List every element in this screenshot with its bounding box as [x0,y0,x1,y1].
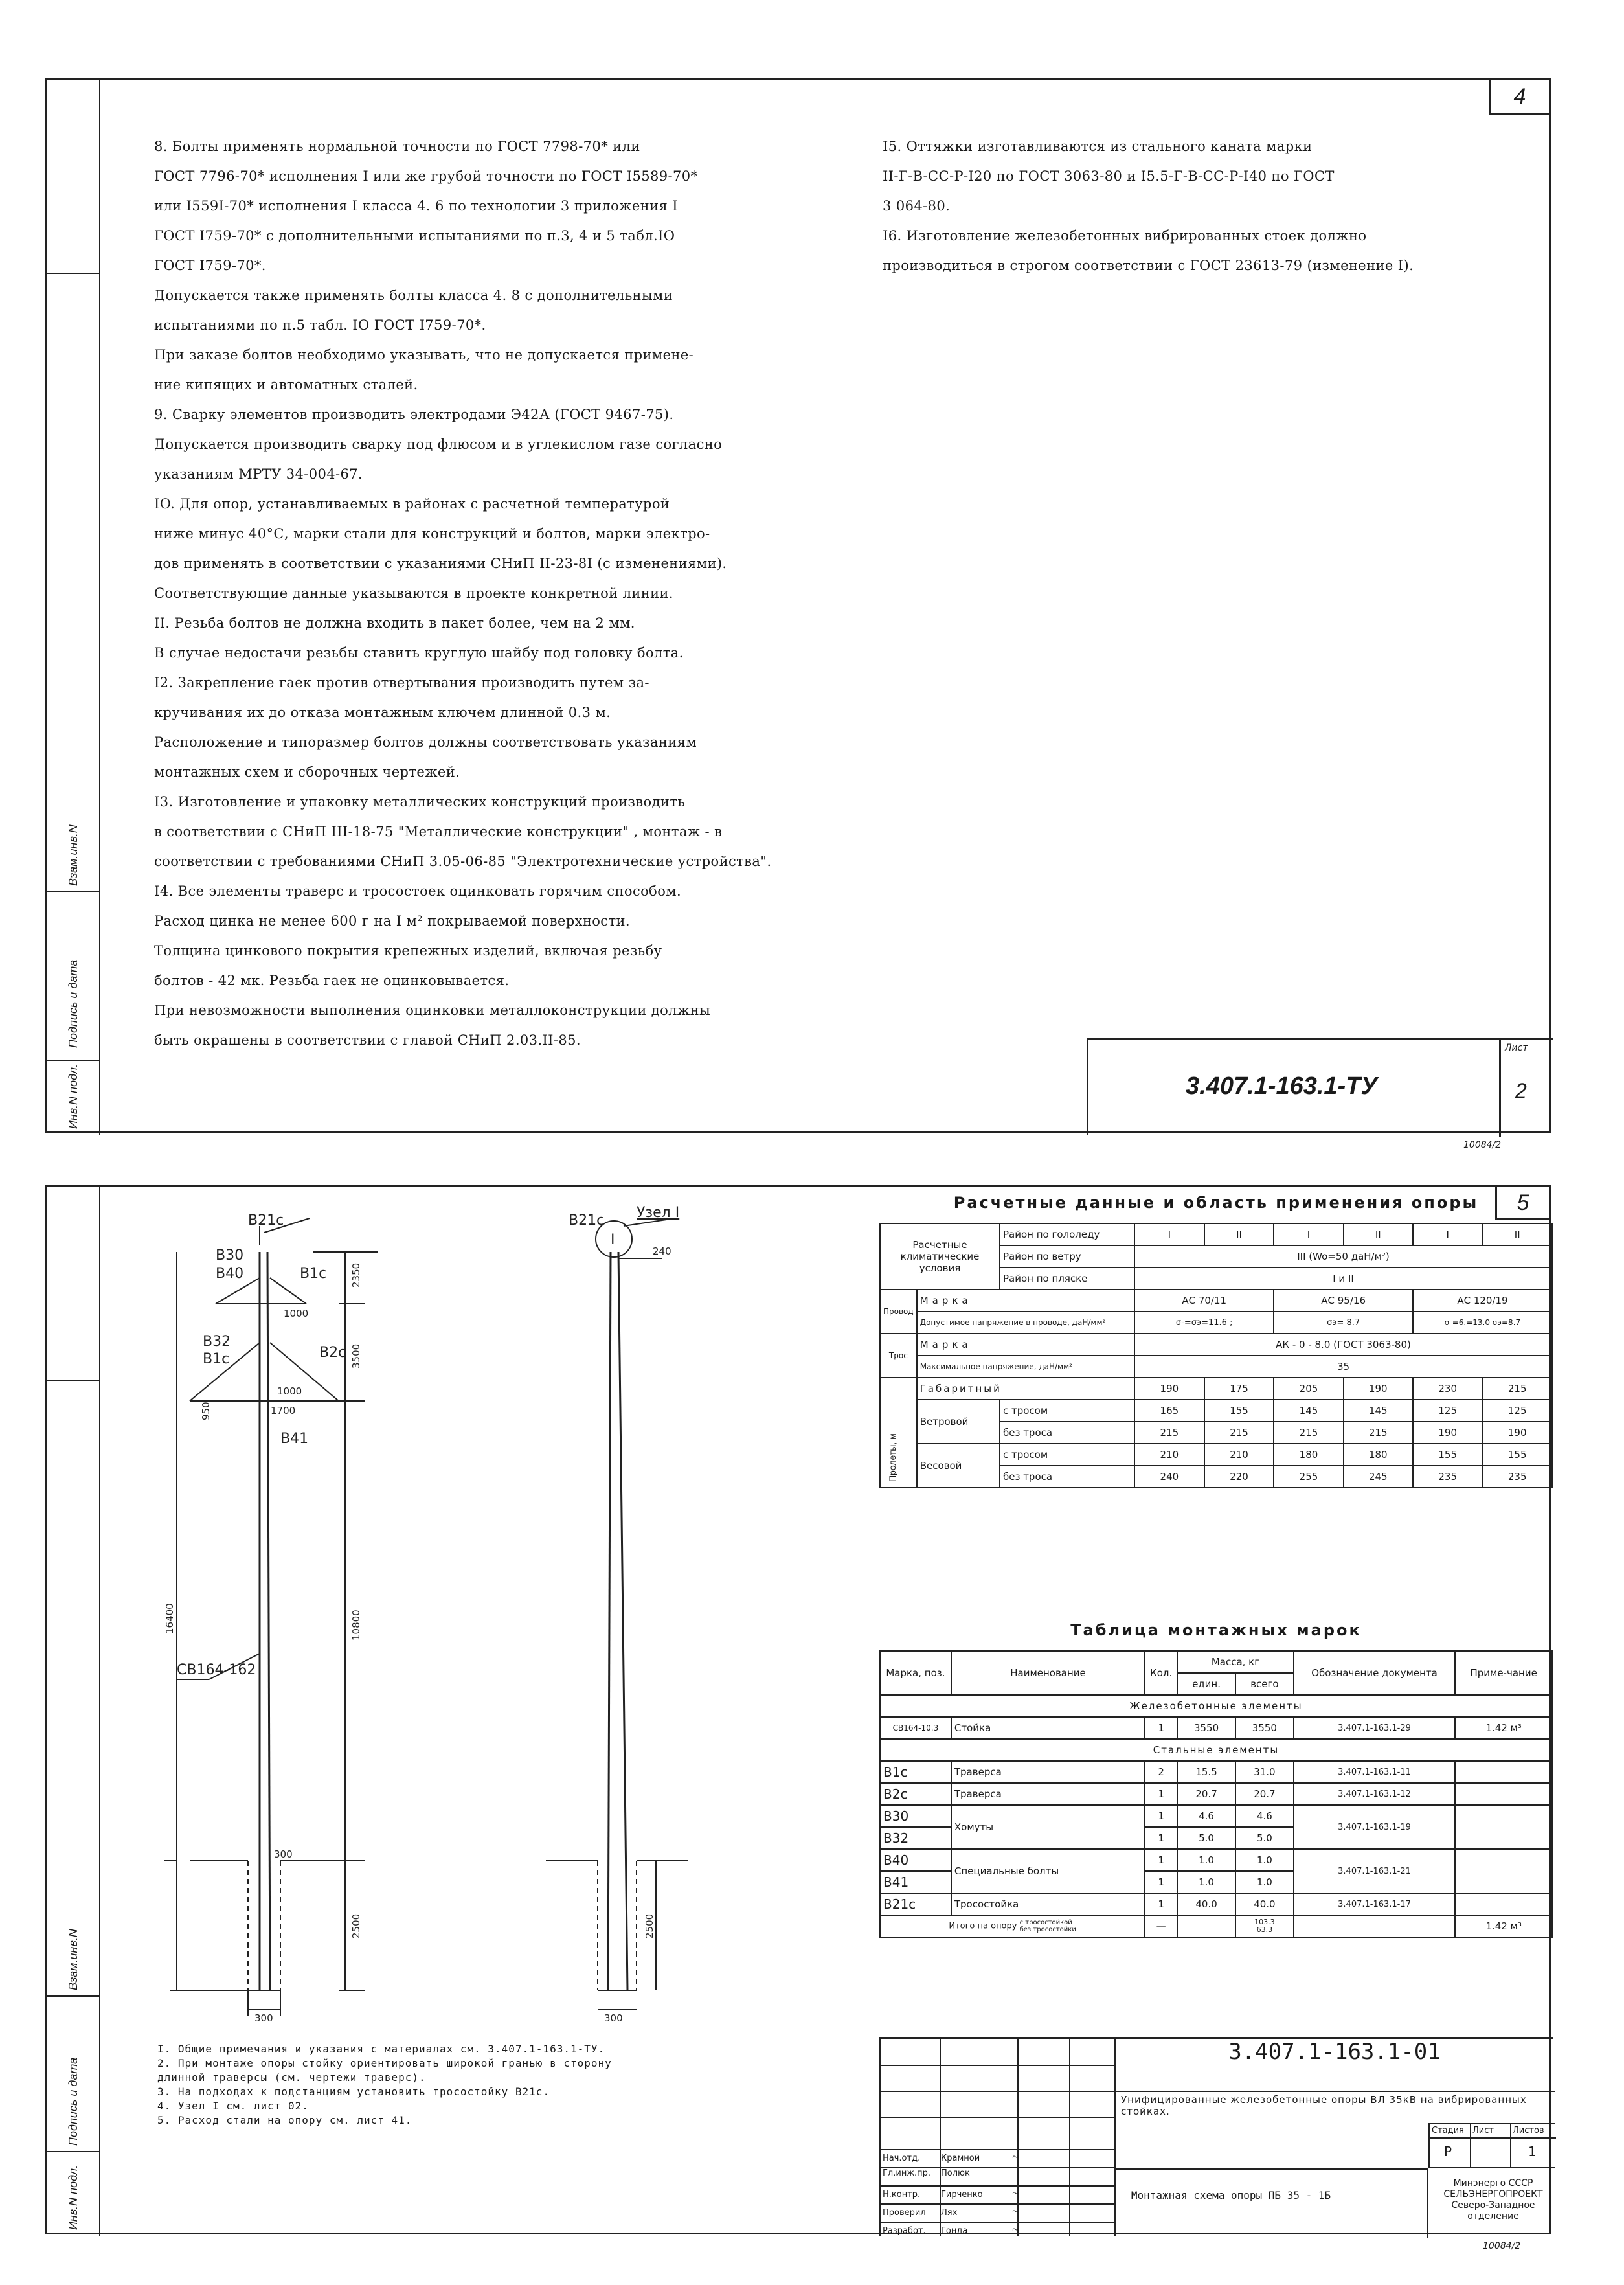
gabarit-value: 175 [1204,1378,1274,1400]
dim-2500-side: 2500 [644,1913,655,1938]
top-sheet [45,78,1551,1133]
label-node-marker: I [611,1232,615,1248]
label-post: СВ164-162 [177,1662,256,1678]
weight-without-value: 220 [1204,1466,1274,1488]
wind-value: III (Wo=50 даН/м²) [1134,1245,1552,1268]
wire-stress-label: Допустимое напряжение в проводе, даН/мм² [917,1312,1134,1334]
section-rc: Железобетонные элементы [880,1695,1552,1717]
wind-label: Район по ветру [1000,1245,1134,1268]
cell-qty: 1 [1145,1805,1177,1827]
wind-with-value: 125 [1482,1400,1552,1422]
strip-cell-sign [47,892,99,1061]
dance-value: I и II [1134,1268,1552,1290]
wind-with-value: 145 [1344,1400,1413,1422]
strip-cell-inv [47,782,99,892]
label-b21c-side: В21с [569,1212,605,1229]
signer-role: Н.контр. [883,2190,921,2200]
note-paragraph: I5. Оттяжки изготавливаются из стального каната марки II-Г-В-СС-Р-I20 по ГОСТ 3063-80 и I5.5-Г-В-СС-Р-I40 по ГОСТ 3 064-80. [883,139,1335,214]
grid-row [881,2065,1114,2066]
table-row [880,1849,1552,1871]
strip-cell-orig [47,2152,99,2236]
notes-right-column [883,131,1530,280]
strip-label: Инв.N подл. [67,2165,80,2230]
cell-unit: 5.0 [1177,1827,1235,1849]
cell-qty: 1 [1145,1783,1177,1805]
wind-without-value: 215 [1134,1422,1204,1444]
th-mass: Масса, кг [1177,1651,1294,1673]
signer-row [881,2203,1114,2222]
cell-name: Траверса [951,1761,1145,1783]
note-paragraph: II. Резьба болтов не должна входить в пакет более, чем на 2 мм. В случае недостачи резьбы ставить круглую шайбу под головку болта. [154,615,684,661]
strip-label: Взам.инв.N [67,824,80,886]
weight-without-value: 240 [1134,1466,1204,1488]
cell-name: Траверса [951,1783,1145,1805]
table-total-row [880,1915,1552,1937]
org-name: Минэнерго СССР СЕЛЬЭНЕРГОПРОЕКТ Северо-Западное отделение [1443,2178,1543,2222]
wind-without-value: 215 [1204,1422,1274,1444]
dim-300-side: 300 [604,2012,623,2024]
cable-stress-label: Максимальное напряжение, даН/мм² [917,1356,1134,1378]
document-code: 3.407.1-163.1-ТУ [1186,1073,1378,1100]
signer-role: Разработ. [883,2226,926,2236]
cell-note [1455,1783,1552,1805]
wire-label: Провод [880,1290,917,1334]
spans-label [880,1378,917,1488]
signature: ~ [1012,2223,1019,2236]
wind-with-value: 155 [1204,1400,1274,1422]
signer-role: Проверил [883,2208,926,2218]
dance-label: Район по пляске [1000,1268,1134,1290]
dim-1700: 1700 [271,1405,296,1416]
cell-qty: 1 [1145,1893,1177,1915]
cable-label: Трос [880,1334,917,1378]
pole-side-drawing [507,1205,766,2024]
strip-label: Подпись и дата [67,959,80,1048]
wind-without-value: 190 [1413,1422,1482,1444]
dim-300: 300 [254,2012,273,2024]
page-number: 5 [1495,1187,1549,1220]
side-strip [47,80,100,1135]
strip-label: Инв.N подл. [67,1063,80,1129]
signature: ~ [1012,2150,1019,2163]
dim-3500: 3500 [350,1343,362,1369]
wind-with-value: 125 [1413,1400,1482,1422]
grid-row [881,2091,1114,2092]
total-unit [1177,1915,1235,1937]
side-strip [47,1187,100,2236]
ice-value: II [1482,1223,1552,1245]
th-total: всего [1235,1673,1294,1695]
cell-total: 1.0 [1235,1871,1294,1893]
note-paragraph: При заказе болтов необходимо указывать, что не допускается примене- ние кипящих и автоматных сталей. [154,347,694,392]
sheets-value: 1 [1528,2144,1537,2159]
cable-stress: 35 [1134,1356,1552,1378]
weight-with-value: 210 [1204,1444,1274,1466]
spans-label-text: Пролеты, м [887,1433,897,1482]
page-number: 4 [1489,80,1549,115]
without-cable-label: без троса [1000,1422,1134,1444]
total-mass-cell [1235,1915,1294,1937]
grid-row [881,2117,1114,2118]
cell-qty: 1 [1145,1849,1177,1871]
cell-mark: В41 [880,1871,951,1893]
cell-unit: 40.0 [1177,1893,1235,1915]
cell-unit: 20.7 [1177,1783,1235,1805]
note-paragraph: Расположение и типоразмер болтов должны соответствовать указаниям монтажных схем и сборочных чертежей. [154,734,697,780]
cell-mark: В1с [880,1761,951,1783]
wind-without-value: 215 [1344,1422,1413,1444]
strip-cell-top [47,1187,99,1381]
stamp-sheet-cell [1499,1040,1553,1137]
wind-with-value: 165 [1134,1400,1204,1422]
label-b1c-top: В1с [300,1266,327,1282]
document-stamp [1087,1038,1553,1135]
dim-16400: 16400 [164,1603,175,1634]
with-cable-label: с тросом [1000,1444,1134,1466]
total-qty: — [1145,1915,1177,1937]
drawing-name-cell [1114,2168,1428,2238]
climate-label: Расчетные климатические условия [880,1223,1000,1290]
cell-doc: 3.407.1-163.1-29 [1294,1717,1455,1739]
weight-with-value: 210 [1134,1444,1204,1466]
section-steel: Стальные элементы [880,1739,1552,1761]
title-block [879,2037,1553,2236]
cell-total: 20.7 [1235,1783,1294,1805]
stage-grid [1428,2123,1555,2168]
drawing-name: Монтажная схема опоры ПБ 35 - 1Б [1131,2189,1331,2201]
table-row [880,1761,1552,1783]
note-paragraph: I6. Изготовление железобетонных вибрированных стоек должно производиться в строгом соответствии с ГОСТ 23613-79 (изменение I). [883,228,1414,273]
ice-label: Район по гололеду [1000,1223,1134,1245]
table-row [880,1783,1552,1805]
signer-role: Гл.инж.пр. [883,2168,931,2178]
gabarit-value: 230 [1413,1378,1482,1400]
weight-with-value: 180 [1344,1444,1413,1466]
cell-mark: СВ164-10.3 [880,1717,951,1739]
total-without-label: без тросостойки [1019,1926,1076,1933]
signer-role: Нач.отд. [883,2154,921,2163]
signature: ~ [1012,2187,1019,2200]
wind-with-value: 145 [1274,1400,1343,1422]
cable-mark: АК - 0 - 8.0 (ГОСТ 3063-80) [1134,1334,1552,1356]
with-cable-label: с тросом [1000,1400,1134,1422]
note-paragraph: При невозможности выполнения оцинковки металлоконструкции должны быть окрашены в соответствии с главой СНиП 2.03.II-85. [154,1003,711,1048]
cell-total: 5.0 [1235,1827,1294,1849]
note-paragraph: I4. Все элементы траверс и тросостоек оцинковать горячим способом. Расход цинка не менее 600 г на I м² покрываемой поверхности. [154,883,682,929]
without-cable-label: без троса [1000,1466,1134,1488]
signature: ~ [1012,2205,1019,2218]
cell-note [1455,1893,1552,1915]
stamp-sheet-label: Лист [1505,1043,1528,1053]
note-paragraph: IO. Для опор, устанавливаемых в районах с расчетной температурой ниже минус 40°С, марки стали для конструкций и болтов, марки электро- дов применять в соответствии с указаниями СНиП II-23-8I (с изменениями). Соответствующие данные указываются в проекте конкретной линии. [154,496,727,601]
dim-2350: 2350 [350,1262,362,1288]
weight-with-value: 155 [1413,1444,1482,1466]
total-mass-with: 103.3 [1254,1918,1275,1926]
dim-135: 300 [274,1848,293,1860]
cell-total: 1.0 [1235,1849,1294,1871]
pole-front-drawing [151,1213,488,2023]
label-b21c: В21с [248,1212,284,1229]
stage-value: Р [1444,2144,1452,2159]
stage-label: Стадия [1432,2126,1464,2135]
th-name: Наименование [951,1651,1145,1695]
strip-label: Взам.инв.N [67,1929,80,1990]
signer-row [881,2167,1114,2185]
cell-doc: 3.407.1-163.1-12 [1294,1783,1455,1805]
archive-number: 10084/2 [1483,2241,1521,2251]
signer-row [881,2149,1114,2167]
ice-value: I [1134,1223,1204,1245]
signer-name: Крамной [941,2154,980,2163]
signer-name: Полюк [941,2168,970,2178]
drawing-notes [157,2042,902,2128]
cell-name: Специальные болты [951,1849,1145,1893]
cell-total: 31.0 [1235,1761,1294,1783]
th-note: Приме-чание [1455,1651,1552,1695]
note-paragraph: 8. Болты применять нормальной точности по ГОСТ 7798-70* или ГОСТ 7796-70* исполнения I или же грубой точности по ГОСТ I5589-70* или I559I-70* исполнения I класса 4. 6 по технологии 3 приложения I ГОСТ I759-70* с дополнительными испытаниями по п.3, 4 и 5 табл.IO ГОСТ I759-70*. [154,139,698,273]
wind-without-value: 190 [1482,1422,1552,1444]
bottom-sheet [45,1185,1551,2234]
strip-cell-inv [47,1887,99,1997]
cell-doc: 3.407.1-163.1-21 [1294,1849,1455,1893]
signer-row [881,2185,1114,2203]
note-paragraph: I3. Изготовление и упаковку металлических конструкций производить в соответствии с СНиП III-18-75 "Металлические конструкции" , монтаж - в соответствии с требованиями СНиП 3.05-06-85 "Электротехнические устройства". [154,794,772,869]
strip-label: Подпись и дата [67,2057,80,2146]
cell-note [1455,1805,1552,1849]
signer-name: Гонда [941,2226,968,2236]
signer-row [881,2222,1114,2240]
dim-2500: 2500 [350,1913,362,1938]
stage-divider [1510,2124,1511,2168]
gabarit-value: 190 [1134,1378,1204,1400]
ice-value: I [1413,1223,1482,1245]
signer-name: Гирченко [941,2190,983,2200]
weight-without-value: 235 [1482,1466,1552,1488]
dim-240: 240 [653,1245,671,1257]
weight-span-label: Весовой [917,1444,1000,1488]
drawing-note: I. Общие примечания и указания с материалах см. 3.407.1-163.1-ТУ. [157,2043,605,2055]
wire-mark: АС 120/19 [1413,1290,1552,1312]
stage-divider [1470,2124,1471,2168]
cell-doc: 3.407.1-163.1-11 [1294,1761,1455,1783]
cell-qty: 1 [1145,1827,1177,1849]
project-title: Унифицированные железобетонные опоры ВЛ 35кВ на вибрированных стойках. [1121,2094,1527,2117]
drawing-note: 5. Расход стали на опору см. лист 41. [157,2114,412,2126]
title-code: 3.407.1-163.1-01 [1114,2039,1555,2092]
dim-1000: 1000 [277,1385,302,1397]
cell-mark: В40 [880,1849,951,1871]
wind-without-value: 215 [1274,1422,1343,1444]
weight-without-value: 255 [1274,1466,1343,1488]
cell-unit: 15.5 [1177,1761,1235,1783]
drawing-note: 3. На подходах к подстанциям установить тросостойку В21с. [157,2086,550,2098]
th-mark: Марка, поз. [880,1651,951,1695]
cell-mark: В2с [880,1783,951,1805]
weight-with-value: 155 [1482,1444,1552,1466]
cell-doc: 3.407.1-163.1-17 [1294,1893,1455,1915]
cell-unit: 1.0 [1177,1849,1235,1871]
mount-marks-table [879,1650,1553,1938]
wire-mark-label: Марка [917,1290,1134,1312]
cell-mark: В32 [880,1827,951,1849]
wire-stress: σ-=σэ=11.6 ; [1134,1312,1274,1334]
total-label-cell [880,1915,1145,1937]
table-row [880,1717,1552,1739]
stage-divider [1430,2137,1556,2139]
cable-mark-label: Марка [917,1334,1134,1356]
total-with-label: с тросостойкой [1019,1919,1072,1926]
cell-qty: 1 [1145,1871,1177,1893]
strip-cell-top [47,80,99,274]
archive-number: 10084/2 [1463,1140,1502,1150]
cell-qty: 1 [1145,1717,1177,1739]
total-label: Итого на опору [949,1921,1017,1931]
cell-unit: 1.0 [1177,1871,1235,1893]
wire-stress: σэ= 8.7 [1274,1312,1413,1334]
label-b41: В41 [280,1431,309,1447]
gabarit-label: Габаритный [917,1378,1134,1400]
cell-total: 40.0 [1235,1893,1294,1915]
cell-name: Хомуты [951,1805,1145,1849]
signers [881,2149,1114,2240]
total-variant-labels [1020,1919,1076,1933]
cell-note: 1.42 м³ [1455,1717,1552,1739]
notes-left-column [154,131,892,1055]
note-paragraph: 9. Сварку элементов производить электродами Э42А (ГОСТ 9467-75). Допускается производить сварку под флюсом и в углекислом газе согласно указаниям МРТУ 34-004-67. [154,407,723,482]
design-data-table [879,1223,1553,1488]
ice-value: I [1274,1223,1343,1245]
drawing-note: 2. При монтаже опоры стойку ориентировать широкой гранью в сторону длинной траверсы (см. чертежи траверс). [157,2057,612,2084]
strip-cell-orig [47,1061,99,1135]
note-paragraph: I2. Закрепление гаек против отвертывания производить путем за- кручивания их до отказа монтажным ключем длинной 0.3 м. [154,675,649,720]
dim-10800: 10800 [350,1609,362,1641]
strip-cell-sign [47,1997,99,2152]
stamp-sheet-number: 2 [1515,1079,1527,1102]
label-b32: В32 [203,1334,231,1350]
label-b1c: В1с [203,1351,230,1367]
cell-qty: 2 [1145,1761,1177,1783]
cell-note [1455,1849,1552,1893]
label-b2c: В2с [319,1345,346,1361]
weight-without-value: 235 [1413,1466,1482,1488]
sheets-label: Листов [1513,2126,1544,2135]
note-paragraph: Толщина цинкового покрытия крепежных изделий, включая резьбу болтов - 42 мк. Резьба гаек не оцинковывается. [154,943,662,988]
cell-total: 3550 [1235,1717,1294,1739]
table-row [880,1805,1552,1827]
total-doc [1294,1915,1455,1937]
cell-mark: В21с [880,1893,951,1915]
total-volume: 1.42 м³ [1455,1915,1552,1937]
cell-total: 4.6 [1235,1805,1294,1827]
ice-value: II [1344,1223,1413,1245]
cell-name: Стойка [951,1717,1145,1739]
title-block-grid [881,2039,1116,2236]
design-table-title: Расчетные данные и область применения опоры [953,1194,1479,1212]
sheet-label: Лист [1472,2126,1494,2135]
label-b40: В40 [216,1266,244,1282]
cell-mark: В30 [880,1805,951,1827]
total-mass-without: 63.3 [1256,1926,1273,1934]
wire-mark: АС 95/16 [1274,1290,1413,1312]
dim-950: 950 [200,1402,212,1420]
mount-table-title: Таблица монтажных марок [1070,1621,1362,1639]
note-paragraph: Допускается также применять болты класса 4. 8 с дополнительными испытаниями по п.5 табл. IO ГОСТ I759-70*. [154,288,673,333]
drawing-note: 4. Узел I см. лист 02. [157,2100,309,2112]
th-doc: Обозначение документа [1294,1651,1455,1695]
gabarit-value: 190 [1344,1378,1413,1400]
signer-name: Лях [941,2208,958,2218]
weight-without-value: 245 [1344,1466,1413,1488]
cell-unit: 3550 [1177,1717,1235,1739]
table-row [880,1893,1552,1915]
weight-with-value: 180 [1274,1444,1343,1466]
label-node: Узел I [637,1205,680,1221]
cell-unit: 4.6 [1177,1805,1235,1827]
cell-note [1455,1761,1552,1783]
wire-mark: АС 70/11 [1134,1290,1274,1312]
cell-doc: 3.407.1-163.1-19 [1294,1805,1455,1849]
th-unit: един. [1177,1673,1235,1695]
wire-stress: σ-=6.=13.0 σэ=8.7 [1413,1312,1552,1334]
dim-1000b: 1000 [284,1308,309,1319]
wind-span-label: Ветровой [917,1400,1000,1444]
ice-value: II [1204,1223,1274,1245]
label-b30: В30 [216,1247,244,1264]
gabarit-value: 205 [1274,1378,1343,1400]
th-qty: Кол. [1145,1651,1177,1695]
gabarit-value: 215 [1482,1378,1552,1400]
cell-name: Тросостойка [951,1893,1145,1915]
